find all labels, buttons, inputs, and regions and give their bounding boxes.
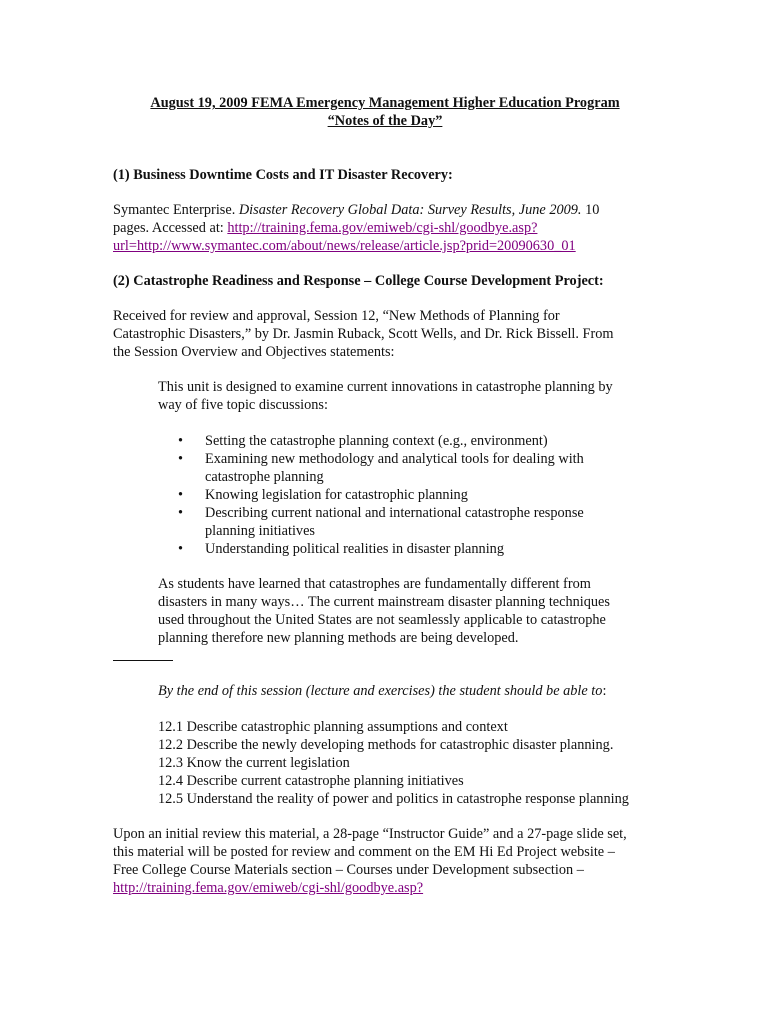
citation-line — [113, 201, 599, 219]
bullet-icon: • — [178, 541, 184, 557]
quote-line: disasters in many ways… The current mainstream disaster planning techniques — [158, 594, 610, 610]
bullet-item — [178, 432, 548, 450]
objective-item: 12.5 Understand the reality of power and politics in catastrophe response planning — [158, 791, 629, 807]
cite-pages: 10 — [581, 202, 600, 218]
bullet-text-continued: planning initiatives — [205, 523, 315, 539]
citation-line — [113, 237, 576, 255]
objectives-intro — [158, 682, 606, 700]
quote-line: planning therefore new planning methods are being developed. — [158, 630, 519, 646]
objective-item: 12.3 Know the current legislation — [158, 755, 350, 771]
intro-line: the Session Overview and Objectives statements: — [113, 344, 395, 360]
section1-heading: (1) Business Downtime Costs and IT Disaster Recovery: — [113, 167, 453, 183]
doc-title: August 19, 2009 FEMA Emergency Management Higher Education Program — [150, 95, 620, 111]
quote-line: As students have learned that catastrophes are fundamentally different from — [158, 576, 591, 592]
citation-line — [113, 219, 537, 237]
colon: : — [602, 683, 607, 699]
citation-link-continued[interactable]: url=http://www.symantec.com/about/news/release/article.jsp?prid=20090630_01 — [113, 238, 576, 254]
intro-line: Received for review and approval, Session 12, “New Methods of Planning for — [113, 308, 560, 324]
quote-line: used throughout the United States are not seamlessly applicable to catastrophe — [158, 612, 606, 628]
closing-link[interactable]: http://training.fema.gov/emiweb/cgi-shl/goodbye.asp? — [113, 880, 424, 896]
closing-line: this material will be posted for review and comment on the EM Hi Ed Project website – — [113, 844, 615, 860]
bullet-item — [178, 486, 468, 504]
doc-subtitle: “Notes of the Day” — [327, 113, 443, 129]
intro-line: Catastrophic Disasters,” by Dr. Jasmin Ruback, Scott Wells, and Dr. Rick Bissell. From — [113, 326, 614, 342]
accessed-label: pages. Accessed at: — [113, 220, 228, 236]
quote-line: way of five topic discussions: — [158, 397, 328, 413]
objectives-intro-text: By the end of this session (lecture and exercises) the student should be able to — [158, 683, 603, 699]
closing-link-line — [113, 879, 423, 897]
bullet-text: Understanding political realities in disaster planning — [205, 541, 504, 557]
objective-item: 12.4 Describe current catastrophe planning initiatives — [158, 773, 464, 789]
closing-line: Free College Course Materials section – Courses under Development subsection – — [113, 862, 584, 878]
bullet-item — [178, 540, 504, 558]
cite-author: Symantec Enterprise. — [113, 202, 239, 218]
quote-line: This unit is designed to examine current innovations in catastrophe planning by — [158, 379, 613, 395]
bullet-item — [178, 504, 584, 522]
bullet-icon: • — [178, 487, 184, 503]
bullet-icon: • — [178, 433, 184, 449]
objective-item: 12.2 Describe the newly developing methods for catastrophic disaster planning. — [158, 737, 614, 753]
bullet-text: Knowing legislation for catastrophic planning — [205, 487, 468, 503]
bullet-text: Setting the catastrophe planning context (e.g., environment) — [205, 433, 548, 449]
bullet-text-continued: catastrophe planning — [205, 469, 324, 485]
cite-title: Disaster Recovery Global Data: Survey Results, June 2009. — [238, 202, 582, 218]
objective-item: 12.1 Describe catastrophic planning assumptions and context — [158, 719, 508, 735]
closing-line: Upon an initial review this material, a 28-page “Instructor Guide” and a 27-page slide set, — [113, 826, 627, 842]
bullet-text: Describing current national and international catastrophe response — [205, 505, 584, 521]
citation-link[interactable]: http://training.fema.gov/emiweb/cgi-shl/goodbye.asp? — [227, 220, 538, 236]
divider — [113, 660, 173, 661]
bullet-icon: • — [178, 505, 184, 521]
bullet-icon: • — [178, 451, 184, 467]
section2-heading: (2) Catastrophe Readiness and Response – College Course Development Project: — [113, 273, 604, 289]
bullet-text: Examining new methodology and analytical tools for dealing with — [205, 451, 584, 467]
bullet-item — [178, 450, 584, 468]
